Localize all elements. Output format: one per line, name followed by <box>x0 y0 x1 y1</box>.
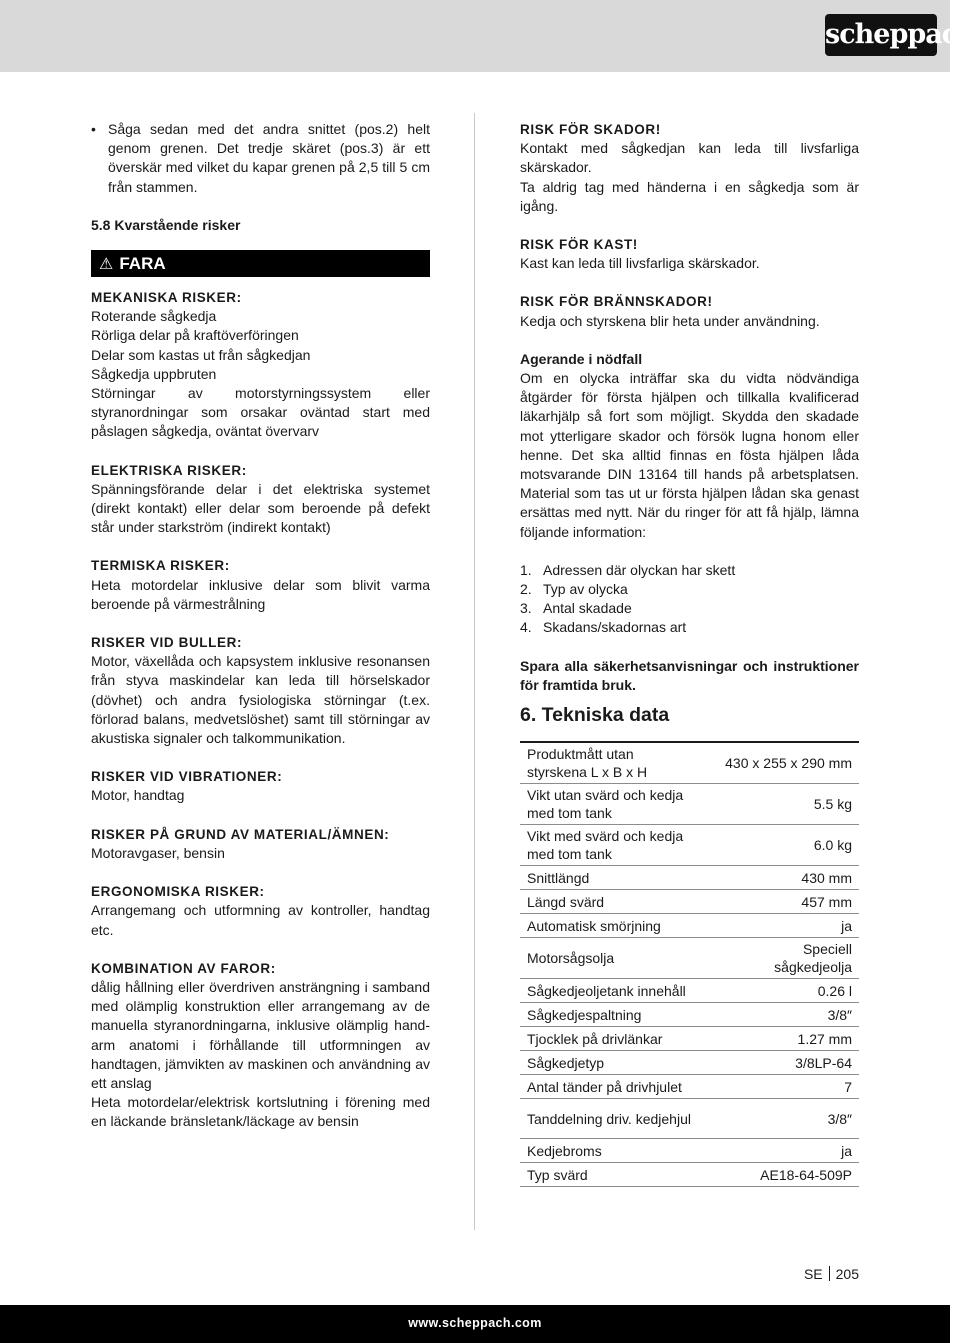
spec-value: 3/8LP-64 <box>795 1054 852 1071</box>
list-text: Adressen där olyckan har skett <box>543 561 736 578</box>
risk-line: dålig hållning eller överdriven ansträngning i samband med olämplig konstruktion eller arrangemang av de manuella styranordningarna, inklusive olämplig hand-arm anatomi i förhållande till utformningen av handtagen, jämvikten av maskinen och användning av ett anslag <box>91 978 430 1091</box>
emergency-block <box>520 350 859 542</box>
spec-label: Tanddelning driv. kedjehjul <box>527 1110 691 1127</box>
spec-label: Kedjebroms <box>527 1142 602 1159</box>
list-text: Typ av olycka <box>543 581 628 598</box>
table-row <box>520 784 859 825</box>
spec-label: Sågkedjeoljetank innehåll <box>527 982 686 999</box>
list-number: 3. <box>520 600 532 617</box>
list-item <box>91 120 430 197</box>
list-number: 2. <box>520 581 532 598</box>
table-row <box>520 1139 859 1163</box>
list-item <box>520 580 859 599</box>
spec-label: Längd svärd <box>527 893 605 910</box>
spec-label: Typ svärd <box>527 1166 588 1183</box>
table-row <box>520 1003 859 1027</box>
header-bar <box>0 0 976 72</box>
tech-data-heading: 6. Tekniska data <box>520 704 670 727</box>
save-note: Spara alla säkerhetsanvisningar och instruktioner för framtida bruk. <box>520 657 859 693</box>
spec-label: Tjocklek på drivlänkar <box>527 1030 663 1047</box>
spec-value: 457 mm <box>801 893 852 910</box>
footer-bar <box>0 1305 950 1343</box>
list-text: Antal skadade <box>543 600 632 617</box>
risk-block <box>520 292 859 330</box>
risk-title: RISKER PÅ GRUND AV MATERIAL/ÄMNEN: <box>91 826 390 842</box>
bullet-icon: • <box>91 121 96 137</box>
spec-label: Produktmått utan styrskena L x B x H <box>527 746 648 781</box>
section-heading: 5.8 Kvarstående risker <box>91 216 241 233</box>
spec-label: Vikt utan svärd och kedja med tom tank <box>527 787 684 822</box>
table-row <box>520 1075 859 1099</box>
risk-block <box>520 120 859 216</box>
spec-label: Antal tänder på drivhjulet <box>527 1078 682 1095</box>
risk-block <box>91 633 430 748</box>
spec-value: 6.0 kg <box>813 837 852 854</box>
risk-block <box>91 825 430 863</box>
list-number: 1. <box>520 561 532 578</box>
page-lang: SE <box>803 1266 823 1282</box>
risk-title: ELEKTRISKA RISKER: <box>91 462 247 478</box>
risk-line: Motor, handtag <box>91 787 185 804</box>
spec-label: Automatisk smörjning <box>527 917 661 934</box>
risk-block <box>91 461 430 538</box>
emergency-text: Om en olycka inträffar ska du vidta nödvändiga åtgärder för första hjälpen och tillkalla kvalificerad läkarhjälp så fort som möjligt. Skydda den skadade mot ytterligare skador och försök lugna honom eller henne. Det ska alltid finnas en fösta hjälpen låda motsvarande DIN 13164 till hands på arbetsplatsen. Material som tas ut ur första hjälpen lådan ska genast ersättas med nytt. När du ringer för att få hjälp, lämna följande information: <box>520 370 859 540</box>
list-item <box>520 618 859 637</box>
page-separator <box>829 1266 830 1281</box>
page-number <box>804 1265 859 1283</box>
risk-line: Delar som kastas ut från sågkedjan <box>91 346 311 363</box>
risk-block <box>91 959 430 1132</box>
list-text: Skadans/skadornas art <box>543 619 687 636</box>
spec-label: Motorsågsolja <box>527 950 615 967</box>
risk-line: Sågkedja uppbruten <box>91 365 217 382</box>
risk-line: Ta aldrig tag med händerna i en sågkedja som är igång. <box>520 178 859 214</box>
risk-line: Motoravgaser, bensin <box>91 844 225 861</box>
risk-line: Kast kan leda till livsfarliga skärskador. <box>520 255 760 272</box>
risk-line: Kedja och styrskena blir heta under användning. <box>520 312 820 329</box>
table-row <box>520 1051 859 1075</box>
risk-title: RISK FÖR SKADOR! <box>520 122 661 137</box>
risk-line: Rörliga delar på kraftöverföringen <box>91 327 299 344</box>
spec-label: Sågkedjespaltning <box>527 1006 642 1023</box>
risk-title: TERMISKA RISKER: <box>91 558 230 574</box>
risk-title: RISK FÖR BRÄNNSKADOR! <box>520 294 713 310</box>
risk-line: Roterande sågkedja <box>91 308 217 325</box>
risk-line: Motor, växellåda och kapsystem inklusive resonansen från styva maskindelar kan leda till hörselskador (dövhet) och andra fysiologiska störningar (t.ex. förlorad balans, medvetslöshet) samt till störningar av akustiska signaler och talkommunikation. <box>91 653 430 747</box>
table-row <box>520 742 859 784</box>
emergency-title: Agerande i nödfall <box>520 350 643 367</box>
table-row <box>520 938 859 979</box>
spec-value: 7 <box>844 1078 852 1095</box>
list-item <box>520 561 859 580</box>
spec-value: 5.5 kg <box>813 796 852 813</box>
risk-block <box>91 767 430 805</box>
right-column <box>520 120 859 1187</box>
table-row <box>520 1027 859 1051</box>
risk-line: Arrangemang och utformning av kontroller, handtag etc. <box>91 902 430 938</box>
table-row <box>520 1099 859 1139</box>
risk-block <box>91 882 430 940</box>
spec-value: 3/8″ <box>827 1110 852 1127</box>
list-item <box>520 599 859 618</box>
table-row <box>520 890 859 914</box>
warning-triangle-icon: ⚠ <box>99 256 114 274</box>
risk-title: KOMBINATION AV FAROR: <box>91 960 276 976</box>
emergency-list <box>520 561 859 638</box>
danger-banner <box>91 250 430 277</box>
table-row <box>520 866 859 890</box>
page-number-value: 205 <box>835 1266 859 1282</box>
spec-value: 430 mm <box>801 869 852 886</box>
spec-value: AE18-64-509P <box>760 1166 852 1183</box>
spec-label: Snittlängd <box>527 869 590 886</box>
column-divider <box>474 113 475 1230</box>
risk-line: Störningar av motorstyrningssystem eller styranordningar som orsakar oväntad start med påslagen sågkedja, oväntat övervarv <box>91 385 430 440</box>
bullet-text: Såga sedan med det andra snittet (pos.2) helt genom grenen. Det tredje skäret (pos.3) är ett överskär med vilket du kapar grenen på 2,5 till 5 cm från stammen. <box>108 121 430 195</box>
spec-label: Sågkedjetyp <box>527 1054 605 1071</box>
risk-title: ERGONOMISKA RISKER: <box>91 884 265 900</box>
table-row <box>520 1163 859 1187</box>
risk-line: Heta motordelar inklusive delar som blivit varma beroende på värmestrålning <box>91 576 430 612</box>
spec-value: Speciell sågkedjeolja <box>774 941 852 976</box>
danger-label: FARA <box>119 254 166 274</box>
spec-value: ja <box>841 917 852 934</box>
risk-title: RISK FÖR KAST! <box>520 237 638 253</box>
tech-data-table <box>520 741 859 1187</box>
risk-title: RISKER VID BULLER: <box>91 635 243 651</box>
risk-line: Kontakt med sågkedjan kan leda till livsfarliga skärskador. <box>520 140 859 176</box>
brand-logo: scheppach <box>825 14 937 56</box>
list-number: 4. <box>520 619 532 636</box>
risk-block <box>91 288 430 442</box>
risk-line: Spänningsförande delar i det elektriska systemet (direkt kontakt) eller delar som beroende på defekt står under starkström (indirekt kontakt) <box>91 480 430 536</box>
risk-block <box>91 556 430 614</box>
left-column <box>91 120 430 1132</box>
spec-label: Vikt med svärd och kedja med tom tank <box>527 828 684 863</box>
risk-title: RISKER VID VIBRATIONER: <box>91 769 283 785</box>
spec-value: 1.27 mm <box>797 1030 852 1047</box>
table-row <box>520 914 859 938</box>
risk-line: Heta motordelar/elektrisk kortslutning i förening med en läckande bränsletank/läckage av bensin <box>91 1094 430 1130</box>
risk-title: MEKANISKA RISKER: <box>91 290 242 306</box>
spec-value: ja <box>841 1142 852 1159</box>
spec-value: 430 x 255 x 290 mm <box>725 755 852 772</box>
spec-value: 0.26 l <box>817 982 852 999</box>
table-row <box>520 979 859 1003</box>
footer-url: www.scheppach.com <box>408 1316 542 1330</box>
spec-value: 3/8″ <box>827 1006 852 1023</box>
table-row <box>520 825 859 866</box>
risk-block <box>520 235 859 273</box>
